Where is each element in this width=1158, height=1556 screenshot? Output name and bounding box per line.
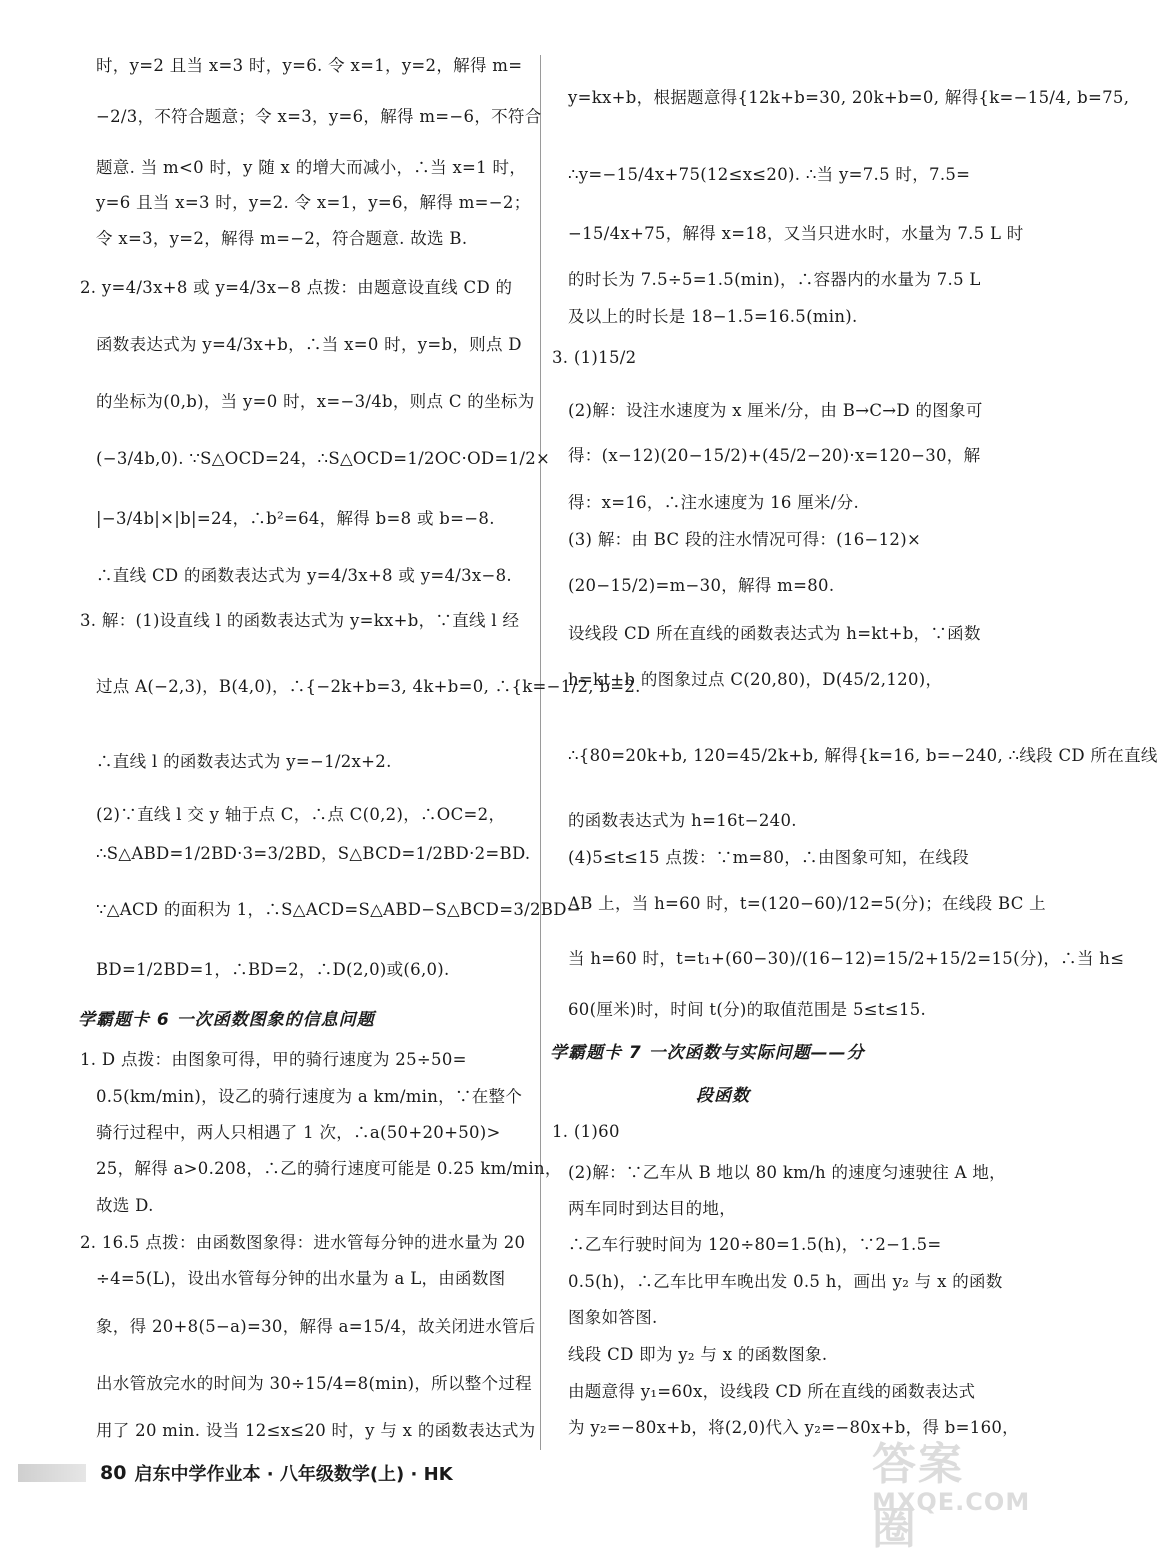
text-line: −2/3，不符合题意；令 x=3，y=6，解得 m=−6，不符合 [96, 107, 542, 126]
watermark-text: 答案圈 [872, 1439, 964, 1554]
text-line: 题意. 当 m<0 时，y 随 x 的增大而减小，∴当 x=1 时， [96, 158, 527, 177]
text-line: 设线段 CD 所在直线的函数表达式为 h=kt+b，∵函数 [568, 624, 981, 643]
text-line: ÷4=5(L)，设出水管每分钟的出水量为 a L，由函数图 [96, 1269, 506, 1288]
watermark-logo [866, 1424, 1031, 1554]
text-line: ∵△ACD 的面积为 1，∴S△ACD=S△ABD−S△BCD=3/2BD− [96, 900, 581, 919]
text-line: 时，y=2 且当 x=3 时，y=6. 令 x=1，y=2，解得 m= [96, 56, 523, 75]
text-line: 骑行过程中，两人只相遇了 1 次，∴a(50+20+50)> [96, 1123, 501, 1142]
column-divider [540, 55, 541, 1450]
text-line: h=kt+b 的图象过点 C(20,80)，D(45/2,120)， [568, 670, 943, 689]
text-line: ∴直线 l 的函数表达式为 y=−1/2x+2. [96, 752, 392, 771]
text-line: (−3/4b,0). ∵S△OCD=24，∴S△OCD=1/2OC·OD=1/2× [96, 449, 551, 468]
page-number: 80 [100, 1462, 127, 1484]
text-line: BD=1/2BD=1，∴BD=2，∴D(2,0)或(6,0). [96, 960, 450, 979]
text-line: 故选 D. [96, 1196, 154, 1215]
text-line: ∴S△ABD=1/2BD·3=3/2BD，S△BCD=1/2BD·2=BD. [96, 844, 531, 863]
text-line: 出水管放完水的时间为 30÷15/4=8(min)，所以整个过程 [96, 1374, 532, 1393]
text-line: (2)解：∵乙车从 B 地以 80 km/h 的速度匀速驶往 A 地， [568, 1163, 1006, 1182]
text-line: 3. 解：(1)设直线 l 的函数表达式为 y=kx+b，∵直线 l 经 [80, 611, 520, 630]
text-line: 2. y=4/3x+8 或 y=4/3x−8 点拨：由题意设直线 CD 的 [80, 278, 513, 297]
text-line: |−3/4b|×|b|=24，∴b²=64，解得 b=8 或 b=−8. [96, 509, 495, 528]
text-line: 1. D 点拨：由图象可得，甲的骑行速度为 25÷50= [80, 1050, 467, 1069]
text-line: ∴乙车行驶时间为 120÷80=1.5(h)，∵2−1.5= [568, 1235, 942, 1254]
text-line: 3. (1)15/2 [552, 348, 637, 367]
text-line: 25，解得 a>0.208，∴乙的骑行速度可能是 0.25 km/min， [96, 1159, 562, 1178]
text-line: 用了 20 min. 设当 12≤x≤20 时，y 与 x 的函数表达式为 [96, 1421, 536, 1440]
text-line: 两车同时到达目的地， [568, 1199, 736, 1218]
section-title-continued: 段函数 [696, 1086, 750, 1106]
text-line: 函数表达式为 y=4/3x+b，∴当 x=0 时，y=b，则点 D [96, 335, 522, 354]
text-line: AB 上，当 h=60 时，t=(120−60)/12=5(分)；在线段 BC 上 [568, 894, 1046, 913]
text-line: 的函数表达式为 h=16t−240. [568, 811, 797, 830]
page-footer [18, 1460, 453, 1486]
text-line: 当 h=60 时，t=t₁+(60−30)/(16−12)=15/2+15/2=15(分)，∴当 h≤ [568, 949, 1125, 968]
book-title: 启东中学作业本 · 八年级数学(上) · HK [134, 1464, 453, 1485]
text-line: (20−15/2)=m−30，解得 m=80. [568, 576, 835, 595]
watermark-url: MXQE.COM [872, 1488, 1031, 1516]
text-line: (4)5≤t≤15 点拨：∵m=80，∴由图象可知，在线段 [568, 848, 970, 867]
text-line: 由题意得 y₁=60x，设线段 CD 所在直线的函数表达式 [568, 1382, 976, 1401]
text-line: 线段 CD 即为 y₂ 与 x 的函数图象. [568, 1345, 828, 1364]
text-line: 0.5(km/min)，设乙的骑行速度为 a km/min，∵在整个 [96, 1087, 523, 1106]
text-line: 象，得 20+8(5−a)=30，解得 a=15/4，故关闭进水管后 [96, 1317, 536, 1336]
text-line: 为 y₂=−80x+b，将(2,0)代入 y₂=−80x+b，得 b=160， [568, 1418, 1019, 1437]
text-line: 得：x=16，∴注水速度为 16 厘米/分. [568, 493, 860, 512]
text-line: 图象如答图. [568, 1308, 658, 1327]
text-line: ∴{80=20k+b, 120=45/2k+b, 解得{k=16, b=−240, ∴线段 CD 所在直线 [568, 746, 1158, 765]
text-line: (3) 解：由 BC 段的注水情况可得：(16−12)× [568, 530, 922, 549]
text-line: 的时长为 7.5÷5=1.5(min)，∴容器内的水量为 7.5 L [568, 270, 981, 289]
text-line: ∴直线 CD 的函数表达式为 y=4/3x+8 或 y=4/3x−8. [96, 566, 512, 585]
text-line: y=kx+b，根据题意得{12k+b=30, 20k+b=0, 解得{k=−15/4, b=75, [568, 88, 1130, 107]
text-line: 1. (1)60 [552, 1122, 620, 1141]
text-line: (2)解：设注水速度为 x 厘米/分，由 B→C→D 的图象可 [568, 401, 983, 420]
text-line: 2. 16.5 点拨：由函数图象得：进水管每分钟的进水量为 20 [80, 1233, 526, 1252]
text-line: 过点 A(−2,3)，B(4,0)，∴{−2k+b=3, 4k+b=0, ∴{k=−1/2, b=2. [96, 677, 641, 696]
text-line: 0.5(h)，∴乙车比甲车晚出发 0.5 h，画出 y₂ 与 x 的函数 [568, 1272, 1003, 1291]
footer-bar-decoration [18, 1464, 86, 1482]
section-title: 学霸题卡 7 一次函数与实际问题——分 [550, 1043, 865, 1063]
text-line: (2)∵直线 l 交 y 轴于点 C，∴点 C(0,2)，∴OC=2， [96, 805, 506, 824]
text-line: 及以上的时长是 18−1.5=16.5(min). [568, 307, 858, 326]
text-line: ∴y=−15/4x+75(12≤x≤20). ∴当 y=7.5 时，7.5= [568, 165, 971, 184]
text-line: 60(厘米)时，时间 t(分)的取值范围是 5≤t≤15. [568, 1000, 927, 1019]
text-line: y=6 且当 x=3 时，y=2. 令 x=1，y=6，解得 m=−2； [96, 193, 531, 212]
text-line: −15/4x+75，解得 x=18，又当只进水时，水量为 7.5 L 时 [568, 224, 1024, 243]
text-line: 的坐标为(0,b)，当 y=0 时，x=−3/4b，则点 C 的坐标为 [96, 392, 535, 411]
section-title: 学霸题卡 6 一次函数图象的信息问题 [78, 1010, 375, 1030]
text-line: 得：(x−12)(20−15/2)+(45/2−20)·x=120−30，解 [568, 446, 981, 465]
text-line: 令 x=3，y=2，解得 m=−2，符合题意. 故选 B. [96, 229, 468, 248]
